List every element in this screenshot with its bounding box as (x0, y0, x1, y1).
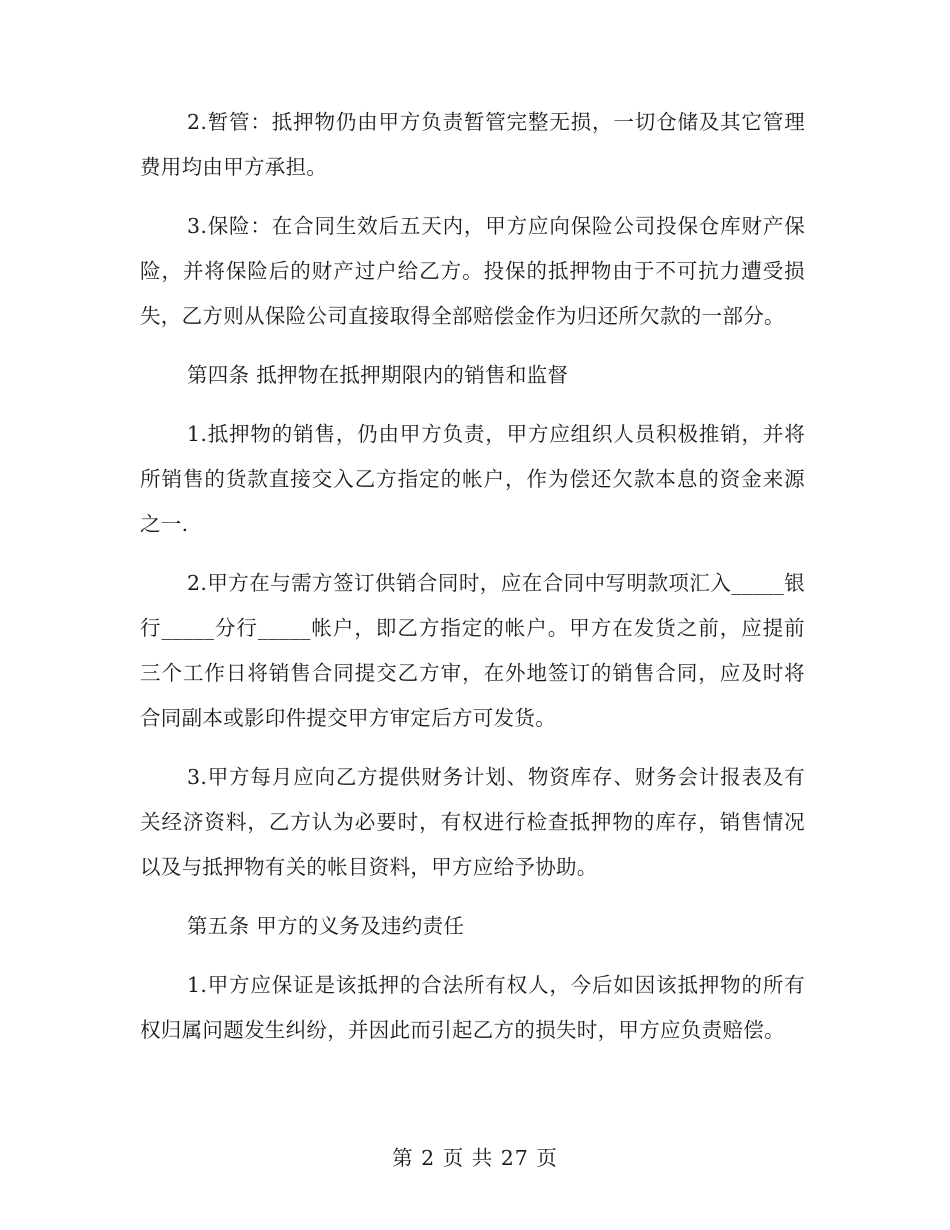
paragraph-custody: 2.暂管：抵押物仍由甲方负责暂管完整无损，一切仓储及其它管理费用均由甲方承担。 (140, 110, 805, 179)
document-body (140, 100, 805, 1067)
paragraph-ownership: 1.甲方应保证是该抵押的合法所有权人，今后如因该抵押物的所有权归属问题发生纠纷，并因此而引起乙方的损失时，甲方应负责赔偿。 (140, 973, 805, 1042)
article-four-heading: 第四条 抵押物在抵押期限内的销售和监督 (187, 363, 569, 387)
paragraph-monthly-report: 3.甲方每月应向乙方提供财务计划、物资库存、财务会计报表及有关经济资料，乙方认为必要时，有权进行检查抵押物的库存，销售情况以及与抵押物有关的帐目资料，甲方应给予协助。 (140, 765, 805, 879)
article-five-heading: 第五条 甲方的义务及违约责任 (187, 914, 465, 938)
paragraph-supply-contract: 2.甲方在与需方签订供销合同时，应在合同中写明款项汇入_____银行_____分行_____帐户，即乙方指定的帐户。甲方在发货之前，应提前三个工作日将销售合同提交乙方审，在外地签订的销售合同，应及时将合同副本或影印件提交甲方审定后方可发货。 (140, 571, 805, 730)
paragraph-sales: 1.抵押物的销售，仍由甲方负责，甲方应组织人员积极推销，并将所销售的货款直接交入乙方指定的帐户，作为偿还欠款本息的资金来源之一. (140, 422, 805, 536)
page-number: 第 2 页 共 27 页 (392, 1146, 558, 1170)
paragraph-insurance: 3.保险：在合同生效后五天内，甲方应向保险公司投保仓库财产保险，并将保险后的财产过户给乙方。投保的抵押物由于不可抗力遭受损失，乙方则从保险公司直接取得全部赔偿金作为归还所欠款的一部分。 (140, 214, 805, 328)
